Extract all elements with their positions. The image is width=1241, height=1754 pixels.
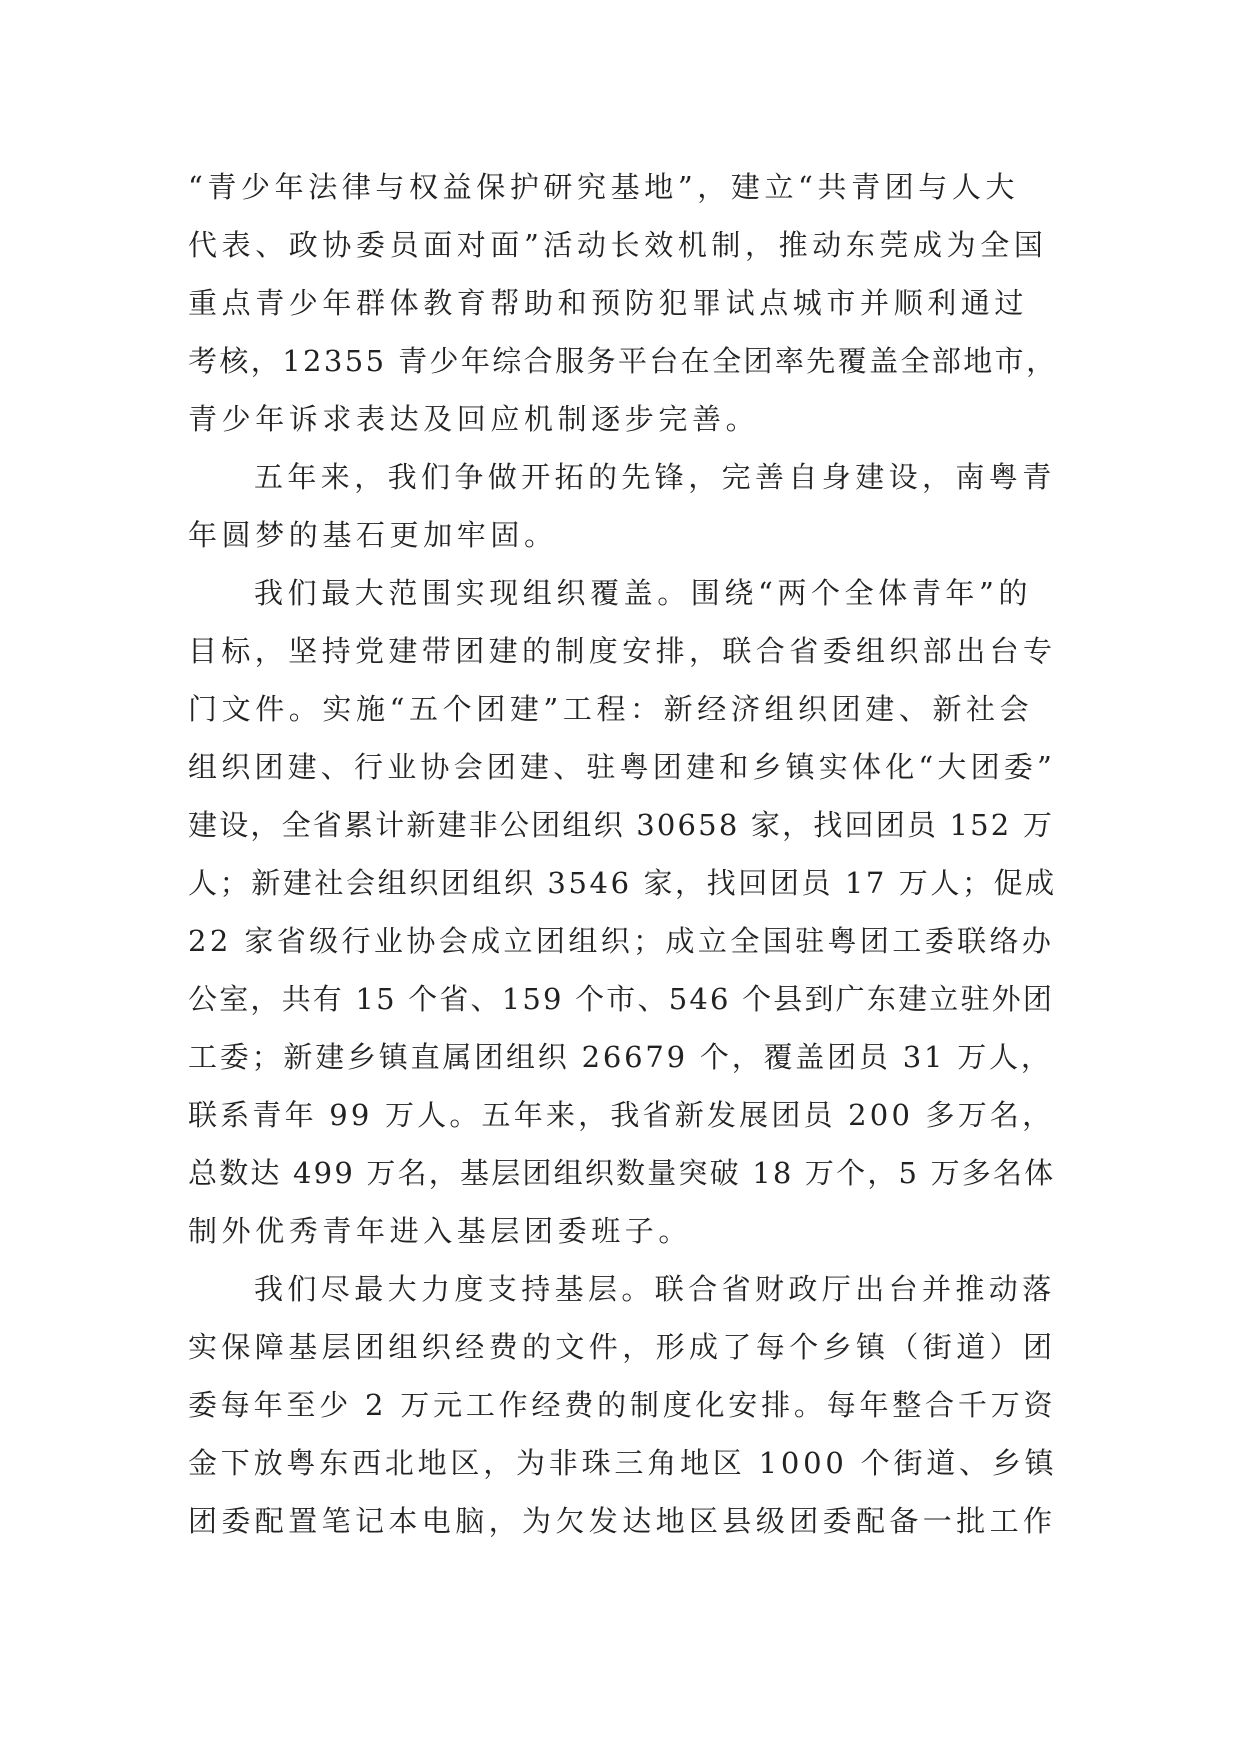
- text-line: 公室，共有 15 个省、159 个市、546 个县到广东建立驻外团: [188, 982, 1055, 1016]
- text-line: 人；新建社会组织团组织 3546 家，找回团员 17 万人；促成: [188, 866, 1057, 900]
- text-line: 总数达 499 万名，基层团组织数量突破 18 万个，5 万多名体: [188, 1156, 1056, 1190]
- text-line: “青少年法律与权益保护研究基地”，建立“共青团与人大: [188, 170, 1020, 204]
- text-line: 年圆梦的基石更加牢固。: [188, 518, 558, 552]
- text-line: 五年来，我们争做开拓的先锋，完善自身建设，南粤青: [254, 460, 1056, 494]
- text-line: 建设，全省累计新建非公团组织 30658 家，找回团员 152 万: [188, 808, 1055, 842]
- text-line: 工委；新建乡镇直属团组织 26679 个，覆盖团员 31 万人，: [188, 1040, 1053, 1074]
- text-line: 委每年至少 2 万元工作经费的制度化安排。每年整合千万资: [188, 1388, 1057, 1422]
- text-line: 团委配置笔记本电脑，为欠发达地区县级团委配备一批工作: [188, 1504, 1057, 1538]
- text-line: 青少年诉求表达及回应机制逐步完善。: [188, 402, 760, 436]
- document-body: [188, 158, 1058, 1550]
- text-line: 组织团建、行业协会团建、驻粤团建和乡镇实体化“大团委”: [188, 750, 1057, 784]
- text-line: 目标，坚持党建带团建的制度安排，联合省委组织部出台专: [188, 634, 1057, 668]
- text-line: 我们最大范围实现组织覆盖。围绕“两个全体青年”的: [254, 576, 1033, 610]
- paragraph-1: [188, 158, 1058, 448]
- text-line: 联系青年 99 万人。五年来，我省新发展团员 200 多万名，: [188, 1098, 1055, 1132]
- text-line: 金下放粤东西北地区，为非珠三角地区 1000 个街道、乡镇: [188, 1446, 1058, 1480]
- text-line: 代表、政协委员面对面”活动长效机制，推动东莞成为全国: [188, 228, 1048, 262]
- text-line: 实保障基层团组织经费的文件，形成了每个乡镇（街道）团: [188, 1330, 1057, 1364]
- text-line: 门文件。实施“五个团建”工程：新经济组织团建、新社会: [188, 692, 1034, 726]
- text-line: 重点青少年群体教育帮助和预防犯罪试点城市并顺利通过: [188, 286, 1029, 320]
- paragraph-2: [188, 448, 1058, 564]
- text-line: 制外优秀青年进入基层团委班子。: [188, 1214, 693, 1248]
- text-line: 我们尽最大力度支持基层。联合省财政厅出台并推动落: [254, 1272, 1056, 1306]
- text-line: 22 家省级行业协会成立团组织；成立全国驻粤团工委联络办: [188, 924, 1055, 958]
- paragraph-4: [188, 1260, 1058, 1550]
- paragraph-3: [188, 564, 1058, 1260]
- text-line: 考核，12355 青少年综合服务平台在全团率先覆盖全部地市，: [188, 344, 1058, 378]
